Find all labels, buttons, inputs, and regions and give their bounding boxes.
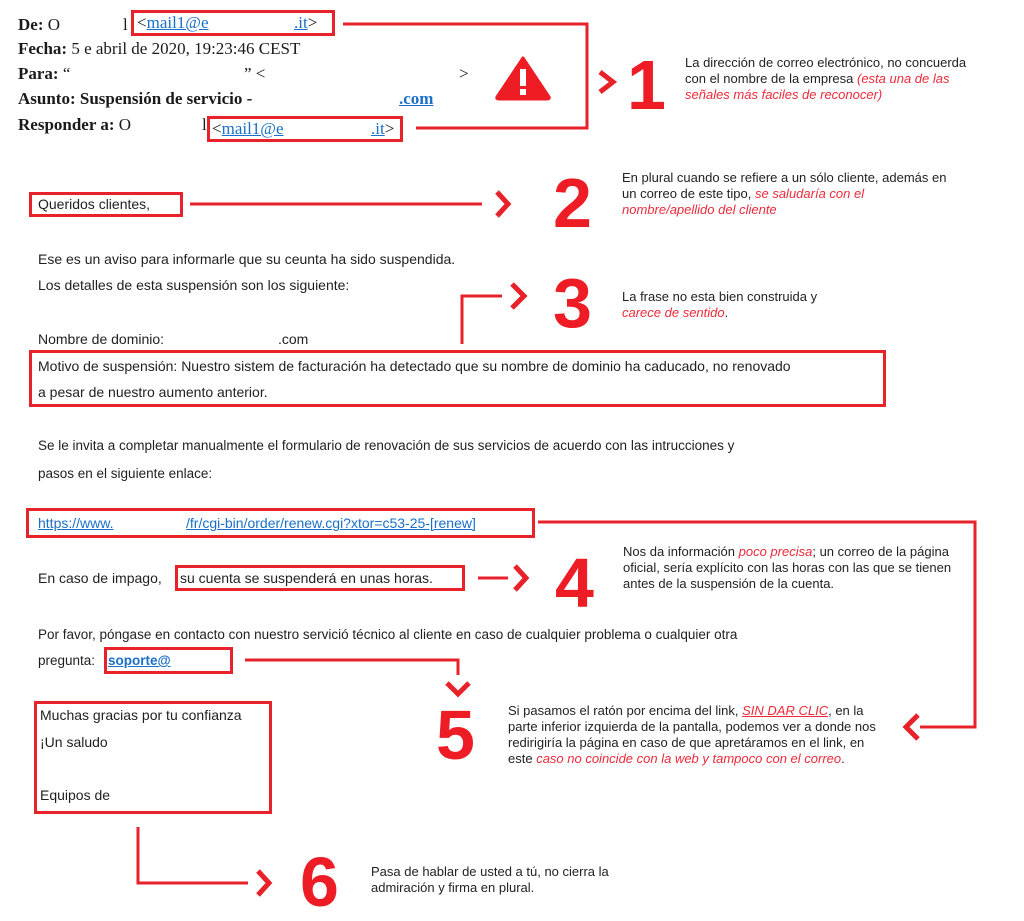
subject-domain[interactable]: .com [399, 89, 434, 108]
reason-line-1: Motivo de suspensión: Nuestro sistem de facturación ha detectado que su nombre de dominio ha caducado, no renovado [38, 358, 791, 374]
annotation-number-6: 6 [300, 843, 339, 921]
body-paragraph-2: Los detalles de esta suspensión son los siguiente: [38, 277, 350, 293]
reply-email-tld[interactable]: .it [371, 119, 385, 138]
domain-label: Nombre de dominio: [38, 331, 165, 347]
from-email[interactable]: <mail1@e [137, 13, 209, 32]
reply-email[interactable]: <mail1@e [212, 119, 284, 138]
body-paragraph-1: Ese es un aviso para informarle que su ceunta ha sido suspendida. [38, 251, 456, 267]
arrow-1 [600, 72, 613, 92]
to-label: Para: [18, 64, 59, 83]
from-email-user[interactable]: mail1@e [146, 13, 209, 32]
header-subject [18, 88, 252, 110]
annotation-4-text: Nos da información poco precisa; un correo de la página oficial, sería explícito con las horas con las que se tienen antes de la suspensión de la cuenta. [623, 544, 952, 591]
connector-6 [138, 827, 248, 883]
from-separator: l [123, 15, 128, 34]
connector-soporte [245, 660, 458, 675]
arrow-3 [512, 284, 524, 308]
annotation-number-2: 2 [553, 164, 592, 242]
annotation-2-text: En plural cuando se refiere a un sólo cliente, además en un correo de este tipo, se saludaría con el nombre/apellido del cliente [622, 170, 947, 217]
header-reply-to [18, 114, 131, 136]
annotation-6-text: Pasa de hablar de usted a tú, no cierra la admiración y firma en plural. [371, 864, 609, 895]
annotation-number-3: 3 [553, 264, 592, 342]
from-email-tld[interactable]: .it [294, 13, 308, 32]
date-label: Fecha: [18, 39, 68, 58]
reply-label: Responder a: [18, 115, 115, 134]
annotation-number-1: 1 [627, 46, 666, 124]
invite-line-1: Se le invita a completar manualmente el formulario de renovación de sus servicios de acuerdo con las intrucciones y [38, 438, 735, 453]
reply-separator: l [202, 115, 207, 134]
domain-value: .com [278, 331, 309, 347]
subject-label: Asunto: Suspensión de servicio - [18, 89, 253, 108]
link-end[interactable]: /fr/cgi-bin/order/renew.cgi?xtor=c53-25-[renew] [186, 515, 476, 531]
contact-prefix: pregunta: [38, 653, 96, 668]
from-label: De: [18, 15, 44, 34]
arrow-4 [515, 566, 526, 590]
header-to: Para: “ [18, 64, 71, 83]
arrow-6 [258, 871, 269, 895]
contact-line-1: Por favor, póngase en contacto con nuestro servició técnico al cliente en caso de cualquier problema o cualquier otra [38, 627, 738, 642]
annotation-number-4: 4 [555, 544, 594, 622]
closing-line-3: Equipos de [40, 787, 111, 803]
date-value: 5 e abril de 2020, 19:23:46 CEST [71, 39, 301, 58]
warning-triangle-icon [494, 55, 552, 101]
annotation-5-text: Si pasamos el ratón por encima del link, SIN DAR CLIC, en la parte inferior izquierda de la pantalla, podemos ver a donde nos redirigiría la página en caso de que apretáramos en el link, en este caso no coincide con la web y tampoco con el correo. [508, 703, 876, 766]
annotation-1-text: La dirección de correo electrónico, no concuerda con el nombre de la empresa (esta una de las señales más faciles de reconocer) [685, 55, 967, 102]
to-quote-close: ” < [244, 64, 266, 83]
to-bracket-close: > [459, 64, 469, 83]
soporte-email[interactable]: soporte@ [108, 653, 171, 668]
closing-line-1: Muchas gracias por tu confianza [40, 707, 242, 723]
reply-name: O [118, 115, 132, 134]
annotation-3-text: La frase no esta bien construida y carece de sentido. [622, 289, 818, 320]
connector-3 [462, 296, 502, 344]
link-start[interactable]: https://www. [38, 515, 114, 531]
impago-prefix: En caso de impago, [38, 570, 162, 586]
arrow-2 [497, 192, 508, 216]
reason-line-2: a pesar de nuestro aumento anterior. [38, 384, 268, 400]
arrow-5-right [906, 715, 918, 739]
annotation-number-5: 5 [436, 696, 475, 774]
greeting: Queridos clientes, [38, 196, 151, 212]
header-date [18, 38, 300, 60]
header-from [18, 14, 60, 36]
arrow-5-down [447, 683, 469, 694]
closing-line-2: ¡Un saludo [40, 734, 108, 750]
invite-line-2: pasos en el siguiente enlace: [38, 466, 213, 481]
from-name: O [47, 15, 61, 34]
impago-boxed: su cuenta se suspenderá en unas horas. [180, 570, 433, 586]
reply-email-user[interactable]: mail1@e [221, 119, 284, 138]
